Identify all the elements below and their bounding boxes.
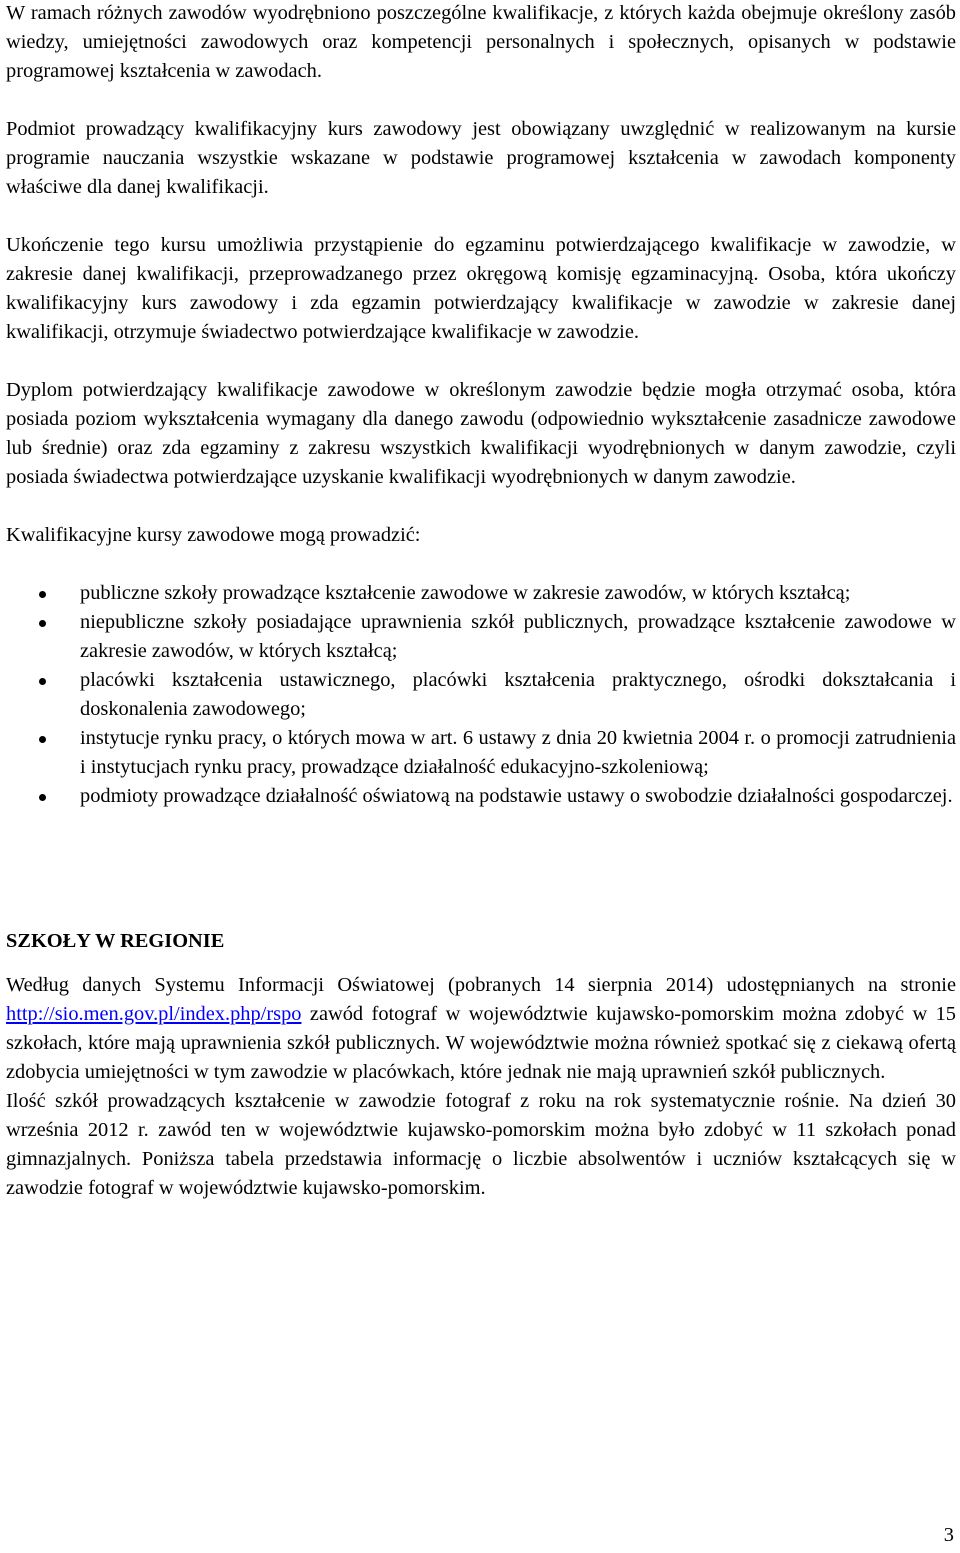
list-item [6, 579, 956, 608]
bullet-icon [39, 591, 46, 598]
section-spacer [6, 811, 956, 927]
sio-text-after: zawód fotograf w województwie kujawsko-pomorskim można zdobyć w 15 szkołach, które mają uprawnienia szkół publicznych. W województwie można również spotkać się z ciekawą ofertą zdobycia umiejętności w tym zawodzie w placówkach, które jednak nie mają uprawnień szkół publicznych. [6, 1003, 956, 1083]
paragraph-providers-intro: Kwalifikacyjne kursy zawodowe mogą prowadzić: [6, 524, 421, 546]
paragraph-course-completion: Ukończenie tego kursu umożliwia przystąpienie do egzaminu potwierdzającego kwalifikacje w zawodzie, w zakresie danej kwalifikacji, przeprowadzanego przez okręgową komisję egzaminacyjną. Osoba, która ukończy kwalifikacyjny kurs zawodowy i zda egzamin potwierdzający kwalifikacje w zawodzie w zakresie danej kwalifikacji, otrzymuje świadectwo potwierdzające kwalifikacje w zawodzie. [6, 234, 956, 343]
list-item-text: podmioty prowadzące działalność oświatową na podstawie ustawy o swobodzie działalności gospodarczej. [80, 785, 953, 807]
bullet-icon [39, 794, 46, 801]
paragraph-diploma: Dyplom potwierdzający kwalifikacje zawodowe w określonym zawodzie będzie mogła otrzymać osoba, która posiada poziom wykształcenia wymagany dla danego zawodu (odpowiednio wykształcenie zasadnicze zawodowe lub średnie) oraz zda egzaminy z zakresu wszystkich kwalifikacji wyodrębnionych w danym zawodzie, czyli posiada świadectwa potwierdzające uzyskanie kwalifikacji wyodrębnionych w danym zawodzie. [6, 379, 956, 488]
paragraph-sio-data [6, 971, 956, 1087]
list-item [6, 782, 956, 811]
providers-list [6, 579, 956, 811]
bullet-icon [39, 736, 46, 743]
list-item-text: publiczne szkoły prowadzące kształcenie zawodowe w zakresie zawodów, w których kształcą; [80, 582, 851, 604]
sio-link[interactable]: http://sio.men.gov.pl/index.php/rspo [6, 1003, 302, 1025]
sio-text-before: Według danych Systemu Informacji Oświatowej (pobranych 14 sierpnia 2014) udostępnianych na stronie [6, 974, 956, 996]
bullet-icon [39, 678, 46, 685]
list-item-text: instytucje rynku pracy, o których mowa w art. 6 ustawy z dnia 20 kwietnia 2004 r. o promocji zatrudnienia i instytucjach rynku pracy, prowadzące działalność edukacyjno-szkoleniową; [80, 727, 956, 778]
bullet-icon [39, 620, 46, 627]
paragraph-course-provider: Podmiot prowadzący kwalifikacyjny kurs zawodowy jest obowiązany uwzględnić w realizowanym na kursie programie nauczania wszystkie wskazane w podstawie programowej kształcenia w zawodach komponenty właściwe dla danej kwalifikacji. [6, 118, 956, 198]
list-item [6, 608, 956, 666]
paragraph-qualifications: W ramach różnych zawodów wyodrębniono poszczególne kwalifikacje, z których każda obejmuje określony zasób wiedzy, umiejętności zawodowych oraz kompetencji personalnych i społecznych, opisanych w podstawie programowej kształcenia w zawodach. [6, 2, 956, 82]
section-heading: SZKOŁY W REGIONIE [6, 930, 225, 952]
list-item [6, 724, 956, 782]
paragraph-school-count: Ilość szkół prowadzących kształcenie w zawodzie fotograf z roku na rok systematycznie rośnie. Na dzień 30 września 2012 r. zawód ten w województwie kujawsko-pomorskim można było zdobyć w 11 szkołach ponad gimnazjalnych. Poniższa tabela przedstawia informację o liczbie absolwentów i uczniów kształcących się w zawodzie fotograf w województwie kujawsko-pomorskim. [6, 1090, 956, 1199]
list-item [6, 666, 956, 724]
heading-spacer [6, 956, 956, 971]
list-item-text: niepubliczne szkoły posiadające uprawnienia szkół publicznych, prowadzące kształcenie zawodowe w zakresie zawodów, w których kształcą; [80, 611, 956, 662]
page-number: 3 [943, 1524, 954, 1546]
document-page [6, 0, 956, 1203]
list-item-text: placówki kształcenia ustawicznego, placówki kształcenia praktycznego, ośrodki dokształcania i doskonalenia zawodowego; [80, 669, 956, 720]
